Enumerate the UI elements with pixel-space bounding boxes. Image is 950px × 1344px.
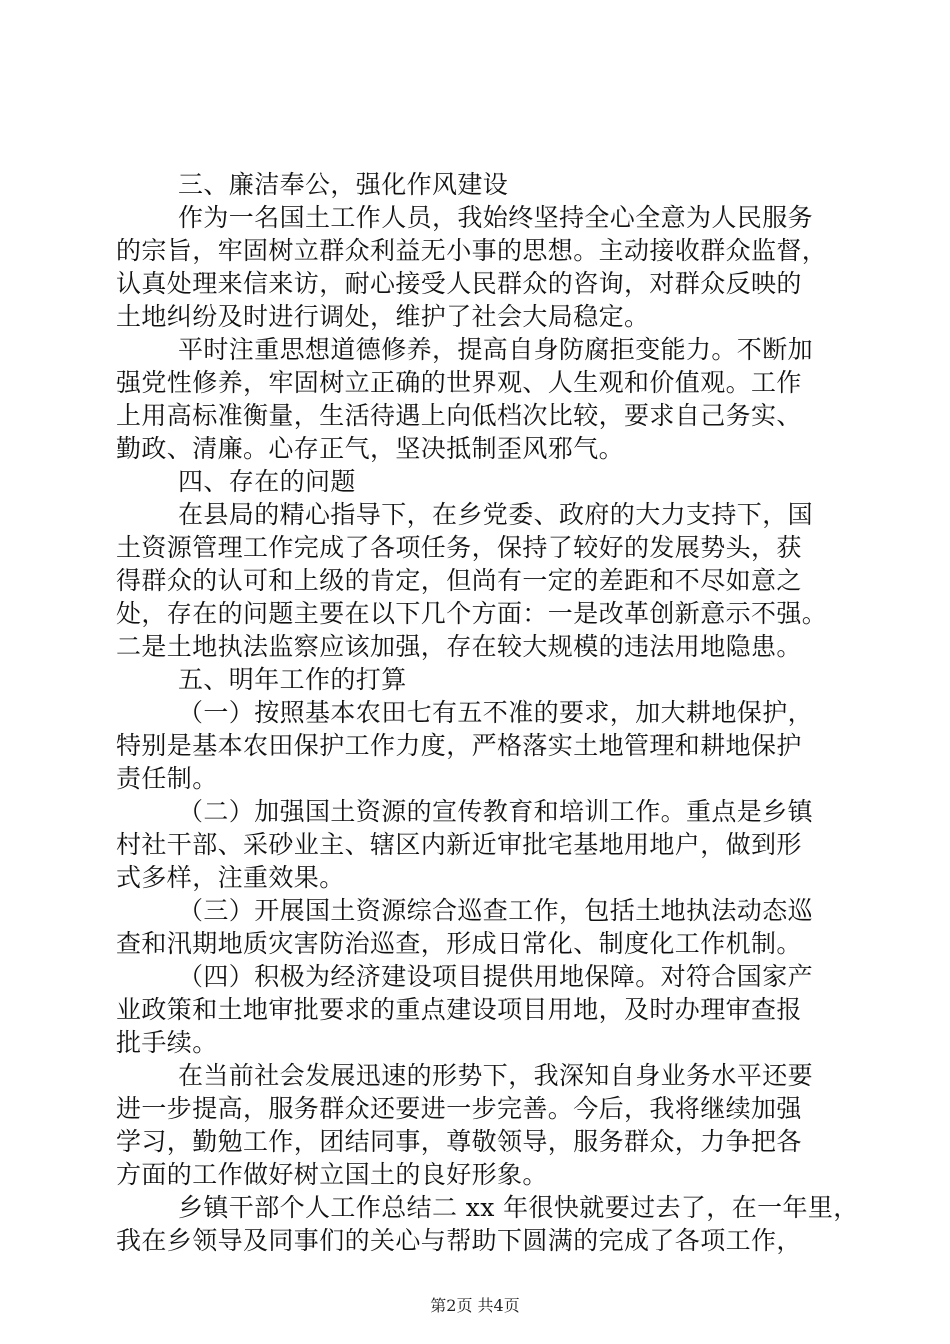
paragraph-line: 土资源管理工作完成了各项任务，保持了较好的发展势头，获 <box>116 533 802 562</box>
paragraph-line: 进一步提高，服务群众还要进一步完善。今后，我将继续加强 <box>116 1094 802 1123</box>
paragraph-line: （二）加强国土资源的宣传教育和培训工作。重点是乡镇 <box>178 797 814 826</box>
paragraph-line: 村社干部、采砂业主、辖区内新近审批宅基地用地户，做到形 <box>116 830 802 859</box>
paragraph-line: 特别是基本农田保护工作力度，严格落实土地管理和耕地保护 <box>116 731 802 760</box>
paragraph-line: 业政策和土地审批要求的重点建设项目用地，及时办理审查报 <box>116 995 802 1024</box>
paragraph-line: 在县局的精心指导下，在乡党委、政府的大力支持下，国 <box>178 500 814 529</box>
paragraph-line: 作为一名国土工作人员，我始终坚持全心全意为人民服务 <box>178 203 814 232</box>
paragraph-line: 勤政、清廉。心存正气，坚决抵制歪风邪气。 <box>116 434 625 463</box>
paragraph-line: 方面的工作做好树立国土的良好形象。 <box>116 1160 548 1189</box>
section-heading-3: 三、廉洁奉公，强化作风建设 <box>178 170 509 199</box>
paragraph-line: （一）按照基本农田七有五不准的要求，加大耕地保护， <box>178 698 814 727</box>
paragraph-line: （三）开展国土资源综合巡查工作，包括土地执法动态巡 <box>178 896 814 925</box>
paragraph-line: 处，存在的问题主要在以下几个方面：一是改革创新意示不强。 <box>116 599 828 628</box>
paragraph-line: 查和汛期地质灾害防治巡查，形成日常化、制度化工作机制。 <box>116 929 802 958</box>
paragraph-line: 学习，勤勉工作，团结同事，尊敬领导，服务群众，力争把各 <box>116 1127 802 1156</box>
paragraph-line: （四）积极为经济建设项目提供用地保障。对符合国家产 <box>178 962 814 991</box>
page-footer: 第2页 共4页 <box>430 1296 520 1315</box>
paragraph-line: 式多样，注重效果。 <box>116 863 345 892</box>
paragraph-line: 责任制。 <box>116 764 218 793</box>
section-heading-4: 四、存在的问题 <box>178 467 356 496</box>
paragraph-line: 我在乡领导及同事们的关心与帮助下圆满的完成了各项工作， <box>116 1226 802 1255</box>
paragraph-line: 得群众的认可和上级的肯定，但尚有一定的差距和不尽如意之 <box>116 566 802 595</box>
paragraph-line: 乡镇干部个人工作总结二 xx 年很快就要过去了，在一年里， <box>178 1193 859 1222</box>
paragraph-line: 二是土地执法监察应该加强，存在较大规模的违法用地隐患。 <box>116 632 802 661</box>
paragraph-line: 土地纠纷及时进行调处，维护了社会大局稳定。 <box>116 302 650 331</box>
section-heading-5: 五、明年工作的打算 <box>178 665 407 694</box>
paragraph-line: 平时注重思想道德修养，提高自身防腐拒变能力。不断加 <box>178 335 814 364</box>
paragraph-line: 认真处理来信来访，耐心接受人民群众的咨询，对群众反映的 <box>116 269 802 298</box>
paragraph-line: 在当前社会发展迅速的形势下，我深知自身业务水平还要 <box>178 1061 814 1090</box>
paragraph-line: 批手续。 <box>116 1028 218 1057</box>
paragraph-line: 强党性修养，牢固树立正确的世界观、人生观和价值观。工作 <box>116 368 802 397</box>
paragraph-line: 的宗旨，牢固树立群众利益无小事的思想。主动接收群众监督， <box>116 236 828 265</box>
paragraph-line: 上用高标准衡量，生活待遇上向低档次比较，要求自己务实、 <box>116 401 802 430</box>
